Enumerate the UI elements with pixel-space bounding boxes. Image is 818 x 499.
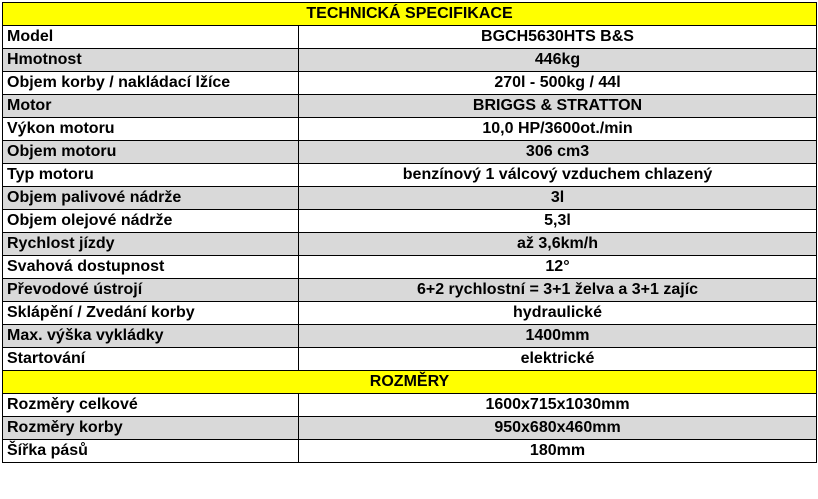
spec-label: Rychlost jízdy bbox=[3, 233, 299, 256]
spec-value: elektrické bbox=[299, 348, 817, 371]
table-row bbox=[3, 233, 817, 256]
spec-label: Motor bbox=[3, 95, 299, 118]
table-row bbox=[3, 26, 817, 49]
spec-value: benzínový 1 válcový vzduchem chlazený bbox=[299, 164, 817, 187]
spec-label: Převodové ústrojí bbox=[3, 279, 299, 302]
spec-value: 6+2 rychlostní = 3+1 želva a 3+1 zajíc bbox=[299, 279, 817, 302]
spec-label: Objem korby / nakládací lžíce bbox=[3, 72, 299, 95]
spec-label: Sklápění / Zvedání korby bbox=[3, 302, 299, 325]
spec-value: hydraulické bbox=[299, 302, 817, 325]
spec-label: Startování bbox=[3, 348, 299, 371]
table-row bbox=[3, 141, 817, 164]
spec-value: 12° bbox=[299, 256, 817, 279]
spec-value: 3l bbox=[299, 187, 817, 210]
spec-label: Max. výška vykládky bbox=[3, 325, 299, 348]
section-title: TECHNICKÁ SPECIFIKACE bbox=[3, 3, 817, 26]
spec-table-body bbox=[3, 3, 817, 463]
spec-value: 446kg bbox=[299, 49, 817, 72]
section-title: ROZMĚRY bbox=[3, 371, 817, 394]
spec-value: 306 cm3 bbox=[299, 141, 817, 164]
spec-label: Objem palivové nádrže bbox=[3, 187, 299, 210]
spec-value: 950x680x460mm bbox=[299, 417, 817, 440]
spec-label: Objem olejové nádrže bbox=[3, 210, 299, 233]
spec-label: Šířka pásů bbox=[3, 440, 299, 463]
spec-label: Rozměry celkové bbox=[3, 394, 299, 417]
spec-value: 180mm bbox=[299, 440, 817, 463]
spec-label: Hmotnost bbox=[3, 49, 299, 72]
table-row bbox=[3, 118, 817, 141]
spec-label: Typ motoru bbox=[3, 164, 299, 187]
section-header-row bbox=[3, 3, 817, 26]
table-row bbox=[3, 256, 817, 279]
table-row bbox=[3, 210, 817, 233]
spec-label: Model bbox=[3, 26, 299, 49]
spec-value: BRIGGS & STRATTON bbox=[299, 95, 817, 118]
table-row bbox=[3, 417, 817, 440]
spec-table bbox=[2, 2, 817, 463]
table-row bbox=[3, 279, 817, 302]
section-header-row bbox=[3, 371, 817, 394]
spec-sheet bbox=[2, 2, 816, 463]
spec-value: 270l - 500kg / 44l bbox=[299, 72, 817, 95]
spec-value: 10,0 HP/3600ot./min bbox=[299, 118, 817, 141]
table-row bbox=[3, 394, 817, 417]
spec-value: BGCH5630HTS B&S bbox=[299, 26, 817, 49]
table-row bbox=[3, 187, 817, 210]
table-row bbox=[3, 348, 817, 371]
table-row bbox=[3, 440, 817, 463]
table-row bbox=[3, 302, 817, 325]
table-row bbox=[3, 325, 817, 348]
spec-value: 5,3l bbox=[299, 210, 817, 233]
spec-label: Výkon motoru bbox=[3, 118, 299, 141]
spec-label: Rozměry korby bbox=[3, 417, 299, 440]
spec-value: až 3,6km/h bbox=[299, 233, 817, 256]
table-row bbox=[3, 72, 817, 95]
spec-value: 1600x715x1030mm bbox=[299, 394, 817, 417]
spec-label: Svahová dostupnost bbox=[3, 256, 299, 279]
table-row bbox=[3, 49, 817, 72]
spec-value: 1400mm bbox=[299, 325, 817, 348]
table-row bbox=[3, 95, 817, 118]
table-row bbox=[3, 164, 817, 187]
spec-label: Objem motoru bbox=[3, 141, 299, 164]
